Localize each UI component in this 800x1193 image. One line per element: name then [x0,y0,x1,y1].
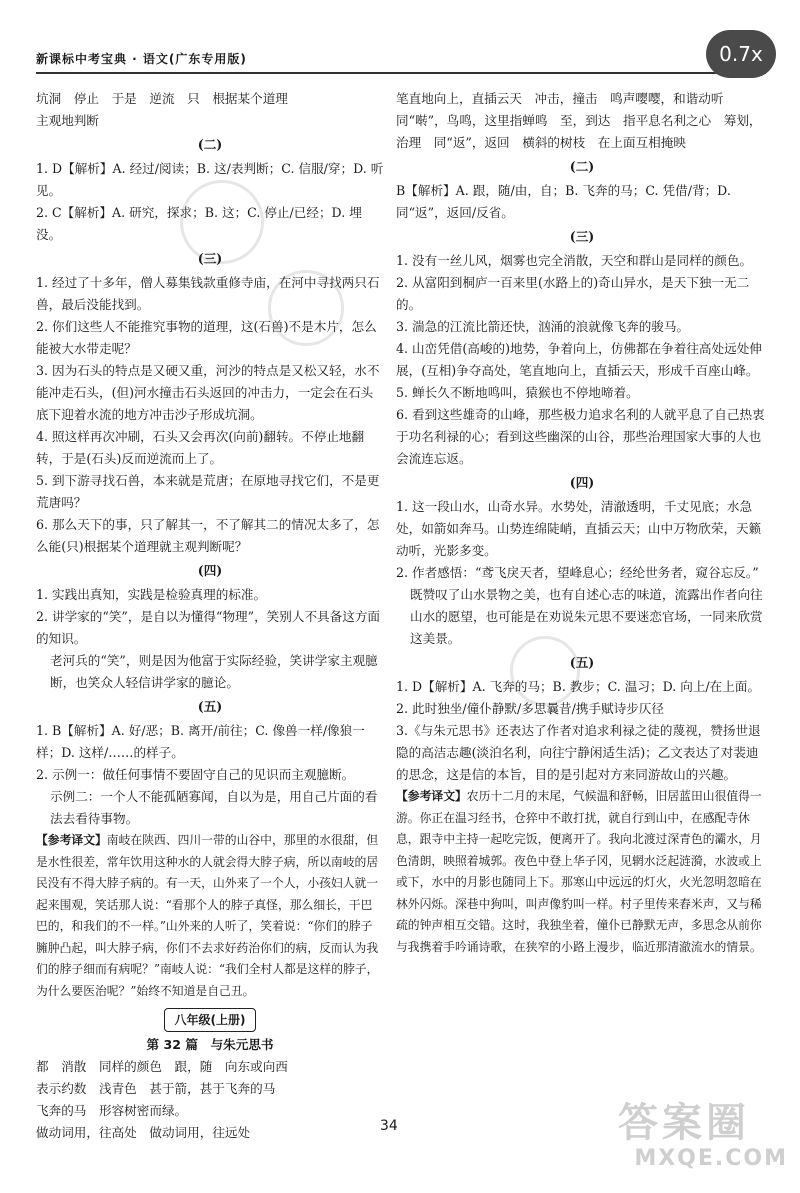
answer-line: 1. 实践出真知，实践是检验真理的标准。 [36,587,267,602]
translation-tag: 【参考译文】 [36,833,107,847]
answer-line: 都 消散 同样的颜色 跟，随 向东或向西 [36,1059,288,1074]
answer-continuation: 示例二：一个人不能孤陋寡闻，自以为是，用自己片面的看法去看待事物。 [50,789,378,826]
answer-line: 1. 没有一丝儿风，烟雾也完全消散，天空和群山是同样的颜色。 [396,253,753,268]
answer-line: 5. 到下游寻找石兽，本来就是荒唐；在原地寻找它们，不是更荒唐吗？ [36,473,380,510]
answer-line: 表示约数 浅青色 甚于箭，甚于飞奔的马 [36,1081,276,1096]
reference-translation [396,786,768,958]
page-header [36,44,766,74]
grade-heading-label: 八年级(上册) [164,1008,257,1032]
reference-translation [36,830,384,1002]
header-title: 新课标中考宝典 · 语文(广东专用版) [36,52,247,66]
answer-line: 2. 示例一：做任何事情不要固守自己的见识而主观臆断。 [36,767,355,782]
answer-line: 5. 蝉长久不断地鸣叫，猿猴也不停地啼着。 [396,385,639,400]
answer-line: 2. 从富阳到桐庐一百来里(水路上的)奇山异水，是天下独一无二的。 [396,275,750,312]
answer-line: 4. 照这样再次冲刷，石头又会再次(向前)翻转。不停止地翻转，于是(石头)反而逆流而上了。 [36,429,365,466]
answer-line: 3.《与朱元思书》还表达了作者对追求利禄之徒的蔑视，赞扬世退隐的高洁志趣(淡泊名利，向往宁静闲适生活)；乙文表达了对裴迪的思念，这是信的本旨，目的是引起对方来同游故山的兴趣。 [396,723,761,782]
answer-line: 飞奔的马 形容树密而绿。 [36,1103,188,1118]
translation-tag: 【参考译文】 [396,789,467,803]
answer-line: 坑洞 停止 于是 逆流 只 根据某个道理 [36,91,288,106]
section-heading: (二) [197,137,223,152]
answer-line: 6. 看到这些雄奇的山峰，那些极力追求名利的人就平息了自己热衷于功名利禄的心；看到这些幽深的山谷，那些治理国家大事的人也会流连忘返。 [396,407,765,466]
section-heading: (四) [197,563,223,578]
answer-line: 2. 你们这些人不能推究事物的道理，这(石兽)不是木片，怎么能被大水带走呢？ [36,319,377,356]
answer-line: 主观地判断 [36,113,99,128]
answer-line: B【解析】A. 跟，随/由，自；B. 飞奔的马；C. 凭借/背；D. 同“返”，返回/反省。 [396,183,731,220]
section-heading: (五) [569,655,595,670]
answer-continuation: 老河兵的“笑”，则是因为他富于实际经验，笑讲学家主观臆断，也笑众人轻信讲学家的臆论。 [50,653,378,690]
answer-line: 1. D【解析】A. 经过/阅读；B. 这/表判断；C. 信服/穿；D. 听见。 [36,161,384,198]
section-heading: (五) [197,699,223,714]
answer-line: 笔直地向上，直插云天 冲击，撞击 鸣声嘤嘤，和谐动听 同“啭”，鸟鸣，这里指蝉鸣 至，到达 指平息名利之心 筹划，治理 同“返”，返回 横斜的树枝 在上面互相掩映 [396,91,762,150]
lesson-title: 第 32 篇 与朱元思书 [146,1037,274,1052]
answer-line: 2. C【解析】A. 研究，探求；B. 这；C. 停止/已经；D. 埋没。 [36,205,362,242]
translation-body: 南岐在陕西、四川一带的山谷中，那里的水很甜，但是水性很差，常年饮用这种水的人就会得大脖子病，所以南岐的居民没有不得大脖子病的。有一天，山外来了一个人，小孩妇人就一起来围观，笑话那人说：“看那个人的脖子真怪，那么细长，干巴巴的，和我们的不一样。”山外来的人听了，笑着说：“你们的脖子臃肿凸起，叫大脖子病，你们不去求好药治你们的病，反而认为我们的脖子细而有病呢？”南岐人说：“我们全村人都是这样的脖子，为什么要医治呢？”始终不知道是自己丑。 [36,833,379,998]
answer-line: 2. 此时独坐/僮仆静默/多思曩昔/携手赋诗步仄径 [396,701,665,716]
section-heading: (三) [197,251,223,266]
answer-line: 6. 那么天下的事，只了解其一，不了解其二的情况太多了，怎么能(只)根据某个道理就主观判断呢？ [36,517,380,554]
watermark-bottom-text: MXQE.COM [634,1146,788,1171]
watermark-logo [618,1100,788,1182]
section-heading: (四) [569,475,595,490]
answer-line: 1. 经过了十多年，僧人募集钱款重修寺庙，在河中寻找两只石兽，最后没能找到。 [36,275,380,312]
translation-body: 农历十二月的末尾，气候温和舒畅，旧居蓝田山很值得一游。你正在温习经书，仓猝中不敢打扰，就自行到山中，在感配寺休息，跟寺中主持一起吃完饭，便离开了。我向北渡过深青色的灞水，月色清朗，映照着城郭。夜色中登上华子冈，见辋水泛起涟漪，水波或上或下，水中的月影也随同上下。那寒山中远远的灯火，火光忽明忽暗在林外闪烁。深巷中狗叫，叫声像豹叫一样。村子里传来舂米声，又与稀疏的钟声相互交错。这时，我独坐着，僮仆已静默无声，多思念从前你与我携着手吟诵诗歌，在狭窄的小路上漫步，临近那清澈流水的情景。 [396,789,762,954]
answer-line: 做动词用，往高处 做动词用，往远处 [36,1125,251,1140]
section-heading: (二) [569,159,595,174]
answer-line: 3. 湍急的江流比箭还快，汹涌的浪就像飞奔的骏马。 [396,319,690,334]
grade-heading [36,1008,384,1032]
left-column [36,88,384,1144]
answer-line: 1. D【解析】A. 飞奔的马；B. 教步；C. 温习；D. 向上/在上面。 [396,679,761,694]
section-heading: (三) [569,229,595,244]
watermark-top-text: 答案圈 [618,1100,750,1146]
answer-line: 1. 这一段山水，山奇水异。水势处，清澈透明，千丈见底；水急处，如箭如奔马。山势连绵陡峭，直插云天；山中万物欣荣，天籁动听，光影多变。 [396,499,762,558]
answer-line: 2. 讲学家的“笑”，是自以为懂得“物理”，笑别人不具备这方面的知识。 [36,609,381,646]
page-number: 34 [380,1118,398,1134]
answer-line: 3. 因为石头的特点是又硬又重，河沙的特点是又松又轻，水不能冲走石头，(但)河水撞击石头返回的冲击力，一定会在石头底下迎着水流的地方冲击沙子形成坑洞。 [36,363,380,422]
answer-line: 1. B【解析】A. 好/恶；B. 离开/前往；C. 像兽一样/像狼一样；D. 这样/……的样子。 [36,723,365,760]
answer-line: 2. 作者感悟：“鸢飞戾天者，望峰息心；经纶世务者，窥谷忘反。” [396,565,759,580]
right-column [396,88,768,958]
zoom-level-badge[interactable]: 0.7x [706,30,776,78]
answer-continuation: 既赞叹了山水景物之美，也有自述心志的味道，流露出作者向往山水的愿望，也可能是在劝说朱元思不要迷恋官场，一同来欣赏这美景。 [410,587,763,646]
answer-line: 4. 山峦凭借(高峻的)地势，争着向上，仿佛都在争着往高处远处伸展，(互相)争夺高处，笔直地向上，直插云天，形成千百座山峰。 [396,341,762,378]
